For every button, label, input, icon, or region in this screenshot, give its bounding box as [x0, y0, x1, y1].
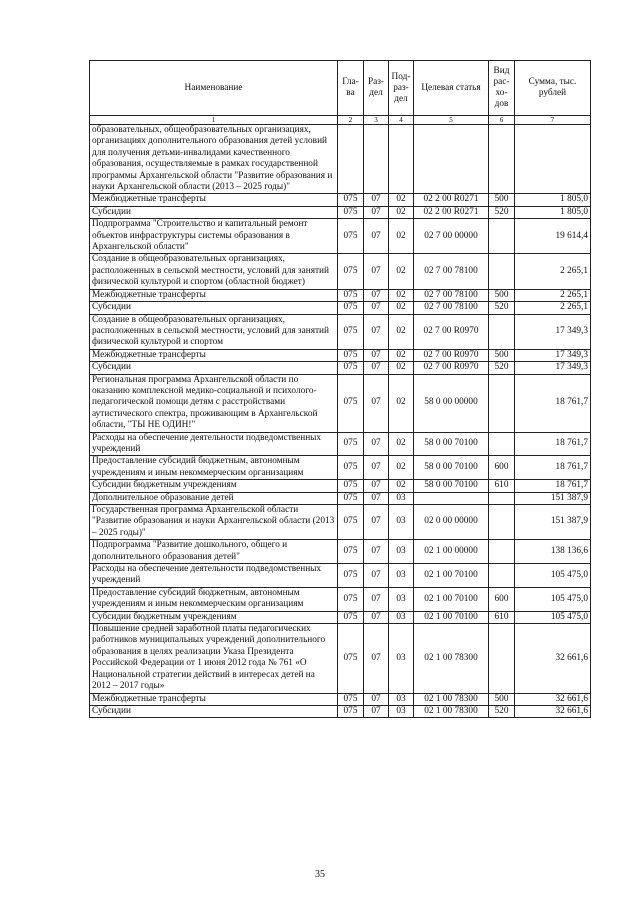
cell-podrazdel: 02 [389, 432, 414, 456]
cell-type: 520 [489, 362, 515, 374]
header-article: Целевая статья [414, 61, 489, 116]
table-row [90, 206, 591, 218]
cell-glava: 075 [338, 587, 364, 611]
cell-article: 02 7 00 R0970 [414, 314, 489, 349]
cell-podrazdel: 02 [389, 194, 414, 206]
cell-type: 500 [489, 693, 515, 705]
cell-name: Подпрограмма "Строительство и капитальный ремонт объектов инфраструктуры системы образования в Архангельской области" [90, 219, 338, 254]
page-number: 35 [315, 869, 325, 880]
cell-type [489, 492, 515, 504]
cell-podrazdel: 02 [389, 302, 414, 314]
cell-sum: 18 761,7 [515, 374, 591, 432]
cell-sum: 17 349,3 [515, 349, 591, 361]
cell-sum: 2 265,1 [515, 302, 591, 314]
cell-glava [338, 125, 364, 194]
cell-podrazdel: 03 [389, 540, 414, 564]
budget-table [89, 60, 591, 718]
cell-sum: 2 265,1 [515, 289, 591, 301]
cell-type: 520 [489, 705, 515, 717]
table-row [90, 611, 591, 623]
cell-name: образовательных, общеобразовательных организациях, организациях дополнительного образования детей условий для получения детьми-инвалидами качественного образования, осуществляемые в рамках государственной программы Архангельской области "Развитие образования и науки Архангельской области (2013 – 2025 годы)" [90, 125, 338, 194]
cell-podrazdel: 03 [389, 564, 414, 588]
table-row [90, 349, 591, 361]
cell-type [489, 219, 515, 254]
cell-glava: 075 [338, 314, 364, 349]
cell-podrazdel: 02 [389, 206, 414, 218]
cell-sum: 105 475,0 [515, 564, 591, 588]
cell-sum: 151 387,9 [515, 505, 591, 540]
cell-glava: 075 [338, 564, 364, 588]
cell-article: 58 0 00 70100 [414, 432, 489, 456]
table-row [90, 624, 591, 693]
cell-podrazdel: 03 [389, 611, 414, 623]
cell-glava: 075 [338, 254, 364, 289]
cell-article: 02 1 00 78300 [414, 693, 489, 705]
cell-podrazdel: 03 [389, 624, 414, 693]
cell-sum [515, 125, 591, 194]
cell-sum: 105 475,0 [515, 587, 591, 611]
table-row [90, 480, 591, 492]
cell-glava: 075 [338, 456, 364, 480]
cell-name: Подпрограмма "Развитие дошкольного, общего и дополнительного образования детей" [90, 540, 338, 564]
cell-razdel: 07 [364, 302, 389, 314]
cell-type [489, 540, 515, 564]
cell-type: 600 [489, 587, 515, 611]
cell-razdel: 07 [364, 254, 389, 289]
table-row [90, 362, 591, 374]
cell-article: 02 2 00 R0271 [414, 194, 489, 206]
cell-razdel: 07 [364, 492, 389, 504]
cell-razdel: 07 [364, 194, 389, 206]
cell-glava: 075 [338, 505, 364, 540]
cell-podrazdel: 02 [389, 219, 414, 254]
table-body [90, 125, 591, 718]
cell-name: Дополнительное образование детей [90, 492, 338, 504]
table-row [90, 693, 591, 705]
cell-name: Предоставление субсидий бюджетным, автономным учреждениям и иным некоммерческим организациям [90, 456, 338, 480]
cell-glava: 075 [338, 611, 364, 623]
cell-name: Субсидии бюджетным учреждениям [90, 611, 338, 623]
header-name: Наименование [90, 61, 338, 116]
cell-sum: 18 761,7 [515, 456, 591, 480]
cell-glava: 075 [338, 432, 364, 456]
cell-article: 02 7 00 78100 [414, 289, 489, 301]
table-header-row [90, 61, 591, 116]
cell-podrazdel [389, 125, 414, 194]
cell-name: Субсидии [90, 362, 338, 374]
cell-razdel: 07 [364, 564, 389, 588]
cell-sum: 1 805,0 [515, 194, 591, 206]
cell-glava: 075 [338, 302, 364, 314]
cell-podrazdel: 02 [389, 349, 414, 361]
cell-type [489, 624, 515, 693]
cell-razdel: 07 [364, 693, 389, 705]
cell-type [489, 125, 515, 194]
cell-glava: 075 [338, 289, 364, 301]
cell-article: 02 1 00 00000 [414, 540, 489, 564]
cell-glava: 075 [338, 540, 364, 564]
cell-name: Региональная программа Архангельской области по оказанию комплексной медико-социальной и психолого-педагогической помощи детям с расстройствами аутистического спектра, проживающим в Архангельской области, "ТЫ НЕ ОДИН!" [90, 374, 338, 432]
column-number: 3 [364, 116, 389, 125]
cell-razdel: 07 [364, 587, 389, 611]
column-number: 5 [414, 116, 489, 125]
cell-article: 02 0 00 00000 [414, 505, 489, 540]
cell-podrazdel: 03 [389, 505, 414, 540]
cell-podrazdel: 03 [389, 587, 414, 611]
cell-type [489, 432, 515, 456]
cell-name: Повышение средней заработной платы педагогических работников муниципальных учреждений дополнительного образования в целях реализации Указа Президента Российской Федерации от 1 июня 2012 года № 761 «О Национальной стратегии действий в интересах детей на 2012 – 2017 годы» [90, 624, 338, 693]
cell-sum: 18 761,7 [515, 480, 591, 492]
cell-razdel: 07 [364, 505, 389, 540]
cell-article: 58 0 00 70100 [414, 480, 489, 492]
cell-razdel: 07 [364, 314, 389, 349]
cell-name: Создание в общеобразовательных организациях, расположенных в сельской местности, условий для занятий физической культурой и спортом (областной бюджет) [90, 254, 338, 289]
cell-glava: 075 [338, 194, 364, 206]
cell-razdel: 07 [364, 480, 389, 492]
column-number: 6 [489, 116, 515, 125]
cell-sum: 19 614,4 [515, 219, 591, 254]
cell-razdel: 07 [364, 540, 389, 564]
cell-name: Создание в общеобразовательных организациях, расположенных в сельской местности, условий для занятий физической культурой и спортом [90, 314, 338, 349]
cell-name: Государственная программа Архангельской области "Развитие образования и науки Архангельской области (2013 – 2025 годы)" [90, 505, 338, 540]
header-podrazdel: Под-раз-дел [389, 61, 414, 116]
column-number: 4 [389, 116, 414, 125]
cell-name: Расходы на обеспечение деятельности подведомственных учреждений [90, 432, 338, 456]
cell-razdel: 07 [364, 705, 389, 717]
cell-article: 58 0 00 70100 [414, 456, 489, 480]
cell-razdel: 07 [364, 611, 389, 623]
cell-article: 02 1 00 78300 [414, 705, 489, 717]
cell-razdel [364, 125, 389, 194]
cell-article: 02 1 00 70100 [414, 564, 489, 588]
cell-type [489, 564, 515, 588]
cell-name: Расходы на обеспечение деятельности подведомственных учреждений [90, 564, 338, 588]
cell-article: 02 7 00 78100 [414, 302, 489, 314]
cell-type: 610 [489, 480, 515, 492]
cell-type [489, 374, 515, 432]
cell-type: 600 [489, 456, 515, 480]
table-row [90, 564, 591, 588]
cell-podrazdel: 02 [389, 362, 414, 374]
header-glava: Гла-ва [338, 61, 364, 116]
cell-sum: 138 136,6 [515, 540, 591, 564]
table-row [90, 492, 591, 504]
cell-article [414, 125, 489, 194]
cell-name: Межбюджетные трансферты [90, 289, 338, 301]
cell-podrazdel: 02 [389, 314, 414, 349]
cell-name: Субсидии бюджетным учреждениям [90, 480, 338, 492]
cell-article [414, 492, 489, 504]
cell-sum: 105 475,0 [515, 611, 591, 623]
cell-sum: 32 661,6 [515, 705, 591, 717]
cell-glava: 075 [338, 480, 364, 492]
cell-type: 520 [489, 206, 515, 218]
cell-type: 500 [489, 194, 515, 206]
cell-name: Межбюджетные трансферты [90, 349, 338, 361]
cell-type: 500 [489, 349, 515, 361]
cell-razdel: 07 [364, 362, 389, 374]
table-row [90, 540, 591, 564]
cell-name: Субсидии [90, 206, 338, 218]
cell-podrazdel: 02 [389, 254, 414, 289]
cell-glava: 075 [338, 374, 364, 432]
column-number-row [90, 116, 591, 125]
cell-glava: 075 [338, 624, 364, 693]
header-sum: Сумма, тыс. рублей [515, 61, 591, 116]
cell-sum: 17 349,3 [515, 314, 591, 349]
cell-glava: 075 [338, 693, 364, 705]
cell-podrazdel: 03 [389, 492, 414, 504]
cell-glava: 075 [338, 492, 364, 504]
cell-sum: 151 387,9 [515, 492, 591, 504]
table-row [90, 302, 591, 314]
column-number: 7 [515, 116, 591, 125]
cell-type [489, 505, 515, 540]
cell-razdel: 07 [364, 374, 389, 432]
cell-podrazdel: 03 [389, 693, 414, 705]
cell-podrazdel: 02 [389, 374, 414, 432]
cell-article: 02 7 00 R0970 [414, 362, 489, 374]
cell-glava: 075 [338, 705, 364, 717]
cell-razdel: 07 [364, 432, 389, 456]
cell-type [489, 314, 515, 349]
cell-sum: 32 661,6 [515, 693, 591, 705]
cell-article: 02 7 00 R0970 [414, 349, 489, 361]
cell-article: 02 7 00 00000 [414, 219, 489, 254]
cell-razdel: 07 [364, 289, 389, 301]
cell-podrazdel: 02 [389, 456, 414, 480]
cell-sum: 32 661,6 [515, 624, 591, 693]
cell-glava: 075 [338, 362, 364, 374]
cell-name: Субсидии [90, 705, 338, 717]
cell-razdel: 07 [364, 349, 389, 361]
cell-name: Межбюджетные трансферты [90, 693, 338, 705]
cell-name: Субсидии [90, 302, 338, 314]
header-expense-type: Вид рас-хо-дов [489, 61, 515, 116]
cell-article: 02 7 00 78100 [414, 254, 489, 289]
cell-razdel: 07 [364, 219, 389, 254]
cell-razdel: 07 [364, 624, 389, 693]
cell-article: 02 1 00 70100 [414, 587, 489, 611]
cell-name: Межбюджетные трансферты [90, 194, 338, 206]
cell-glava: 075 [338, 219, 364, 254]
header-razdel: Раз-дел [364, 61, 389, 116]
cell-type [489, 254, 515, 289]
cell-glava: 075 [338, 349, 364, 361]
cell-article: 58 0 00 00000 [414, 374, 489, 432]
table-row [90, 505, 591, 540]
cell-podrazdel: 03 [389, 705, 414, 717]
table-row [90, 125, 591, 194]
cell-razdel: 07 [364, 456, 389, 480]
cell-article: 02 1 00 70100 [414, 611, 489, 623]
table-row [90, 254, 591, 289]
table-row [90, 194, 591, 206]
table-row [90, 456, 591, 480]
column-number: 1 [90, 116, 338, 125]
table-row [90, 374, 591, 432]
cell-sum: 17 349,3 [515, 362, 591, 374]
column-number: 2 [338, 116, 364, 125]
cell-sum: 1 805,0 [515, 206, 591, 218]
cell-name: Предоставление субсидий бюджетным, автономным учреждениям и иным некоммерческим организациям [90, 587, 338, 611]
cell-type: 610 [489, 611, 515, 623]
cell-glava: 075 [338, 206, 364, 218]
cell-razdel: 07 [364, 206, 389, 218]
cell-type: 500 [489, 289, 515, 301]
table-row [90, 289, 591, 301]
table-row [90, 219, 591, 254]
cell-article: 02 1 00 78300 [414, 624, 489, 693]
cell-podrazdel: 02 [389, 480, 414, 492]
cell-sum: 2 265,1 [515, 254, 591, 289]
cell-article: 02 2 00 R0271 [414, 206, 489, 218]
cell-type: 520 [489, 302, 515, 314]
table-row [90, 314, 591, 349]
cell-sum: 18 761,7 [515, 432, 591, 456]
cell-podrazdel: 02 [389, 289, 414, 301]
table-row [90, 432, 591, 456]
table-row [90, 705, 591, 717]
table-row [90, 587, 591, 611]
